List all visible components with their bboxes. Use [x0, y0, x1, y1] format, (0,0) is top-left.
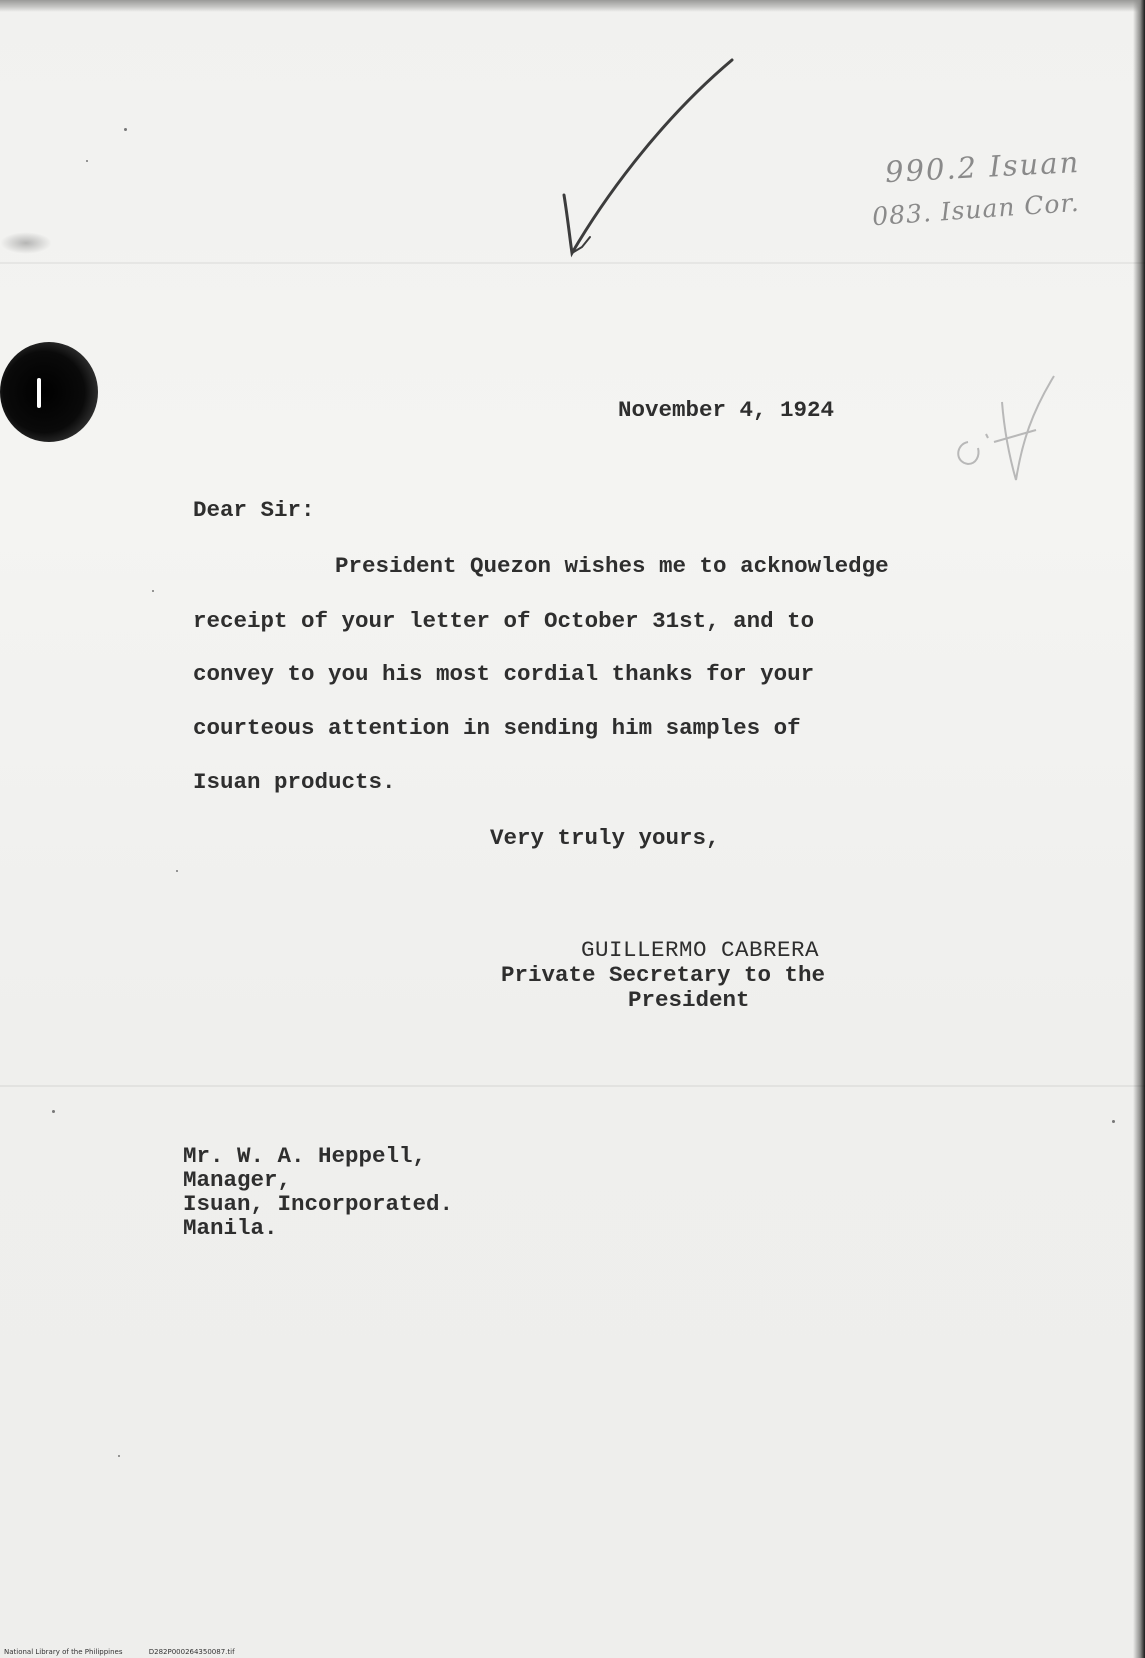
signatory-name: GUILLERMO CABRERA — [581, 937, 820, 963]
punch-hole-glint — [37, 378, 41, 408]
body-line: Isuan products. — [193, 769, 396, 795]
recipient-address-line: Isuan, Incorporated. — [183, 1191, 454, 1217]
ink-smudge — [0, 232, 52, 254]
body-line: President Quezon wishes me to acknowledge — [335, 553, 889, 579]
scan-footer — [4, 1648, 235, 1656]
body-line: convey to you his most cordial thanks for your — [193, 661, 815, 687]
scan-right-edge — [1133, 0, 1145, 1658]
letter-date: November 4, 1924 — [618, 397, 835, 423]
signatory-title: Private Secretary to the — [501, 962, 826, 988]
recipient-address-line: Manila. — [183, 1215, 278, 1241]
signatory-title: President — [628, 987, 750, 1013]
paper-fold-line — [0, 1085, 1145, 1087]
file-number-note: 083. Isuan Cor. — [871, 187, 1081, 232]
scan-file-id: D282P000264350087.tif — [148, 1648, 235, 1656]
checkmark-mark — [560, 55, 740, 260]
paper-fold-line — [0, 262, 1145, 264]
body-line: receipt of your letter of October 31st, and to — [193, 608, 815, 634]
handwritten-initials — [950, 372, 1060, 482]
file-number-note: 990.2 Isuan — [884, 144, 1081, 190]
punch-hole — [0, 342, 98, 442]
complimentary-closing: Very truly yours, — [490, 825, 720, 851]
body-line: courteous attention in sending him samples of — [193, 715, 801, 741]
scan-top-edge — [0, 0, 1145, 12]
archive-name: National Library of the Philippines — [4, 1648, 123, 1656]
recipient-address-line: Mr. W. A. Heppell, — [183, 1143, 427, 1169]
recipient-address-line: Manager, — [183, 1167, 292, 1193]
salutation: Dear Sir: — [193, 497, 315, 523]
